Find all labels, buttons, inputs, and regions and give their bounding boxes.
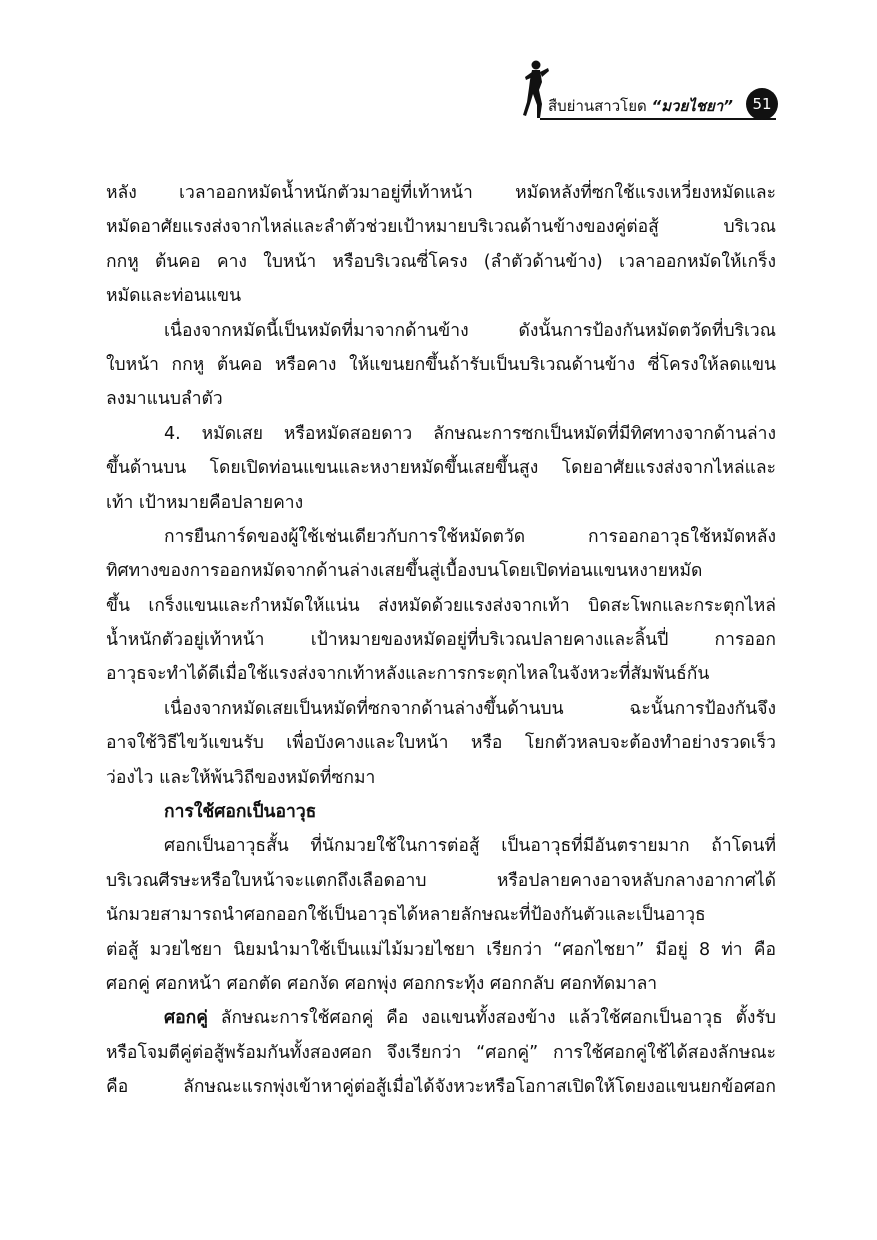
text-line: ต่อสู้ มวยไชยา นิยมนำมาใช้เป็นแม่ไม้มวยไชยา เรียกว่า “ศอกไชยา” มีอยู่ 8 ท่า คือ <box>106 939 776 960</box>
term-lead: ศอกคู่ <box>164 1008 208 1029</box>
text-line: หลัง เวลาออกหมัดน้ำหนักตัวมาอยู่ที่เท้าหน้า หมัดหลังที่ซกใช้แรงเหวี่ยงหมัดและ <box>106 183 776 203</box>
header-rule <box>540 118 776 120</box>
text-line: คือ ลักษณะแรกพุ่งเข้าหาคู่ต่อสู้เมื่อได้จังหวะหรือโอกาสเปิดให้โดยงอแขนยกข้อศอก <box>106 1077 776 1098</box>
text-line: อาจใช้วิธีไขว้แขนรับ เพื่อบังคางและใบหน้า หรือ โยกตัวหลบจะต้องทำอย่างรวดเร็ว <box>106 733 776 754</box>
header-title: สืบย่านสาวโยด “มวยไชยา” <box>548 97 733 115</box>
text-line: ใบหน้า กกหู ต้นคอ หรือคาง ให้แขนยกขึ้นถ้ารับเป็นบริเวณด้านข้าง ซี่โครงให้ลดแขน <box>106 354 776 375</box>
text-line: ว่องไว และให้พ้นวิถีของหมัดที่ซกมา <box>106 767 376 788</box>
text-line: ศอกเป็นอาวุธสั้น ที่นักมวยใช้ในการต่อสู้ เป็นอาวุธที่มีอันตรายมาก ถ้าโดนที่ <box>164 836 776 857</box>
text-line: บริเวณศีรษะหรือใบหน้าจะแตกถึงเลือดอาบ หรือปลายคางอาจหลับกลางอากาศได้ <box>106 870 776 891</box>
page-header <box>520 60 780 120</box>
text-line: ศอกคู่ ศอกหน้า ศอกตัด ศอกงัด ศอกพุ่ง ศอกกระทุ้ง ศอกกลับ ศอกทัดมาลา <box>106 973 658 994</box>
text-line: หมัดและท่อนแขน <box>106 286 242 307</box>
text-line: ขึ้นด้านบน โดยเปิดท่อนแขนและหงายหมัดขึ้นเสยขึ้นสูง โดยอาศัยแรงส่งจากไหล่และ <box>106 458 776 479</box>
section-heading: การใช้ศอกเป็นอาวุธ <box>164 802 317 823</box>
text-line: 4. หมัดเสย หรือหมัดสอยดาว ลักษณะการซกเป็นหมัดที่มีทิศทางจากด้านล่าง <box>164 423 776 444</box>
text-line: เนื่องจากหมัดนี้เป็นหมัดที่มาจากด้านข้าง ดังนั้นการป้องกันหมัดตวัดที่บริเวณ <box>164 320 776 341</box>
text-line <box>106 1001 776 1035</box>
text-line: ลงมาแนบลำตัว <box>106 389 223 410</box>
text-line: หรือโจมตีคู่ต่อสู้พร้อมกันทั้งสองศอก จึงเรียกว่า “ศอกคู่” การใช้ศอกคู่ใช้ได้สองลักษณะ <box>106 1042 776 1063</box>
text-line: ทิศทางของการออกหมัดจากด้านล่างเสยขึ้นสู่เบื้องบนโดยเปิดท่อนแขนหงายหมัด <box>106 561 703 582</box>
term-text: ลักษณะการใช้ศอกคู่ คือ งอแขนทั้งสองข้าง แล้วใช้ศอกเป็นอาวุธ ตั้งรับ <box>207 1008 776 1029</box>
text-line: เนื่องจากหมัดเสยเป็นหมัดที่ซกจากด้านล่างขึ้นด้านบน ฉะนั้นการป้องกันจึง <box>164 698 776 719</box>
body-text <box>106 176 776 1105</box>
text-line: เท้า เป้าหมายคือปลายคาง <box>106 492 304 513</box>
text-line: หมัดอาศัยแรงส่งจากไหล่และลำตัวช่วยเป้าหมายบริเวณด้านข้างของคู่ต่อสู้ บริเวณ <box>106 217 776 238</box>
boxer-figure-icon <box>520 60 550 122</box>
text-line: น้ำหนักตัวอยู่เท้าหน้า เป้าหมายของหมัดอยู่ที่บริเวณปลายคางและลิ้นปี่ การออก <box>106 630 776 651</box>
text-line: ขึ้น เกร็งแขนและกำหมัดให้แน่น ส่งหมัดด้วยแรงส่งจากเท้า บิดสะโพกและกระตุกไหล่ <box>106 595 776 616</box>
text-line: การยืนการ์ดของผู้ใช้เช่นเดียวกับการใช้หมัดตวัด การออกอาวุธใช้หมัดหลัง <box>164 526 776 547</box>
text-line: อาวุธจะทำได้ดีเมื่อใช้แรงส่งจากเท้าหลังและการกระตุกไหลในจังหวะที่สัมพันธ์กัน <box>106 664 710 685</box>
text-line: นักมวยสามารถนำศอกออกใช้เป็นอาวุธได้หลายลักษณะที่ป้องกันตัวและเป็นอาวุธ <box>106 905 706 926</box>
page-number: 51 <box>746 88 778 120</box>
text-line: กกหู ต้นคอ คาง ใบหน้า หรือบริเวณซี่โครง (ลำตัวด้านข้าง) เวลาออกหมัดให้เกร็ง <box>106 251 776 272</box>
